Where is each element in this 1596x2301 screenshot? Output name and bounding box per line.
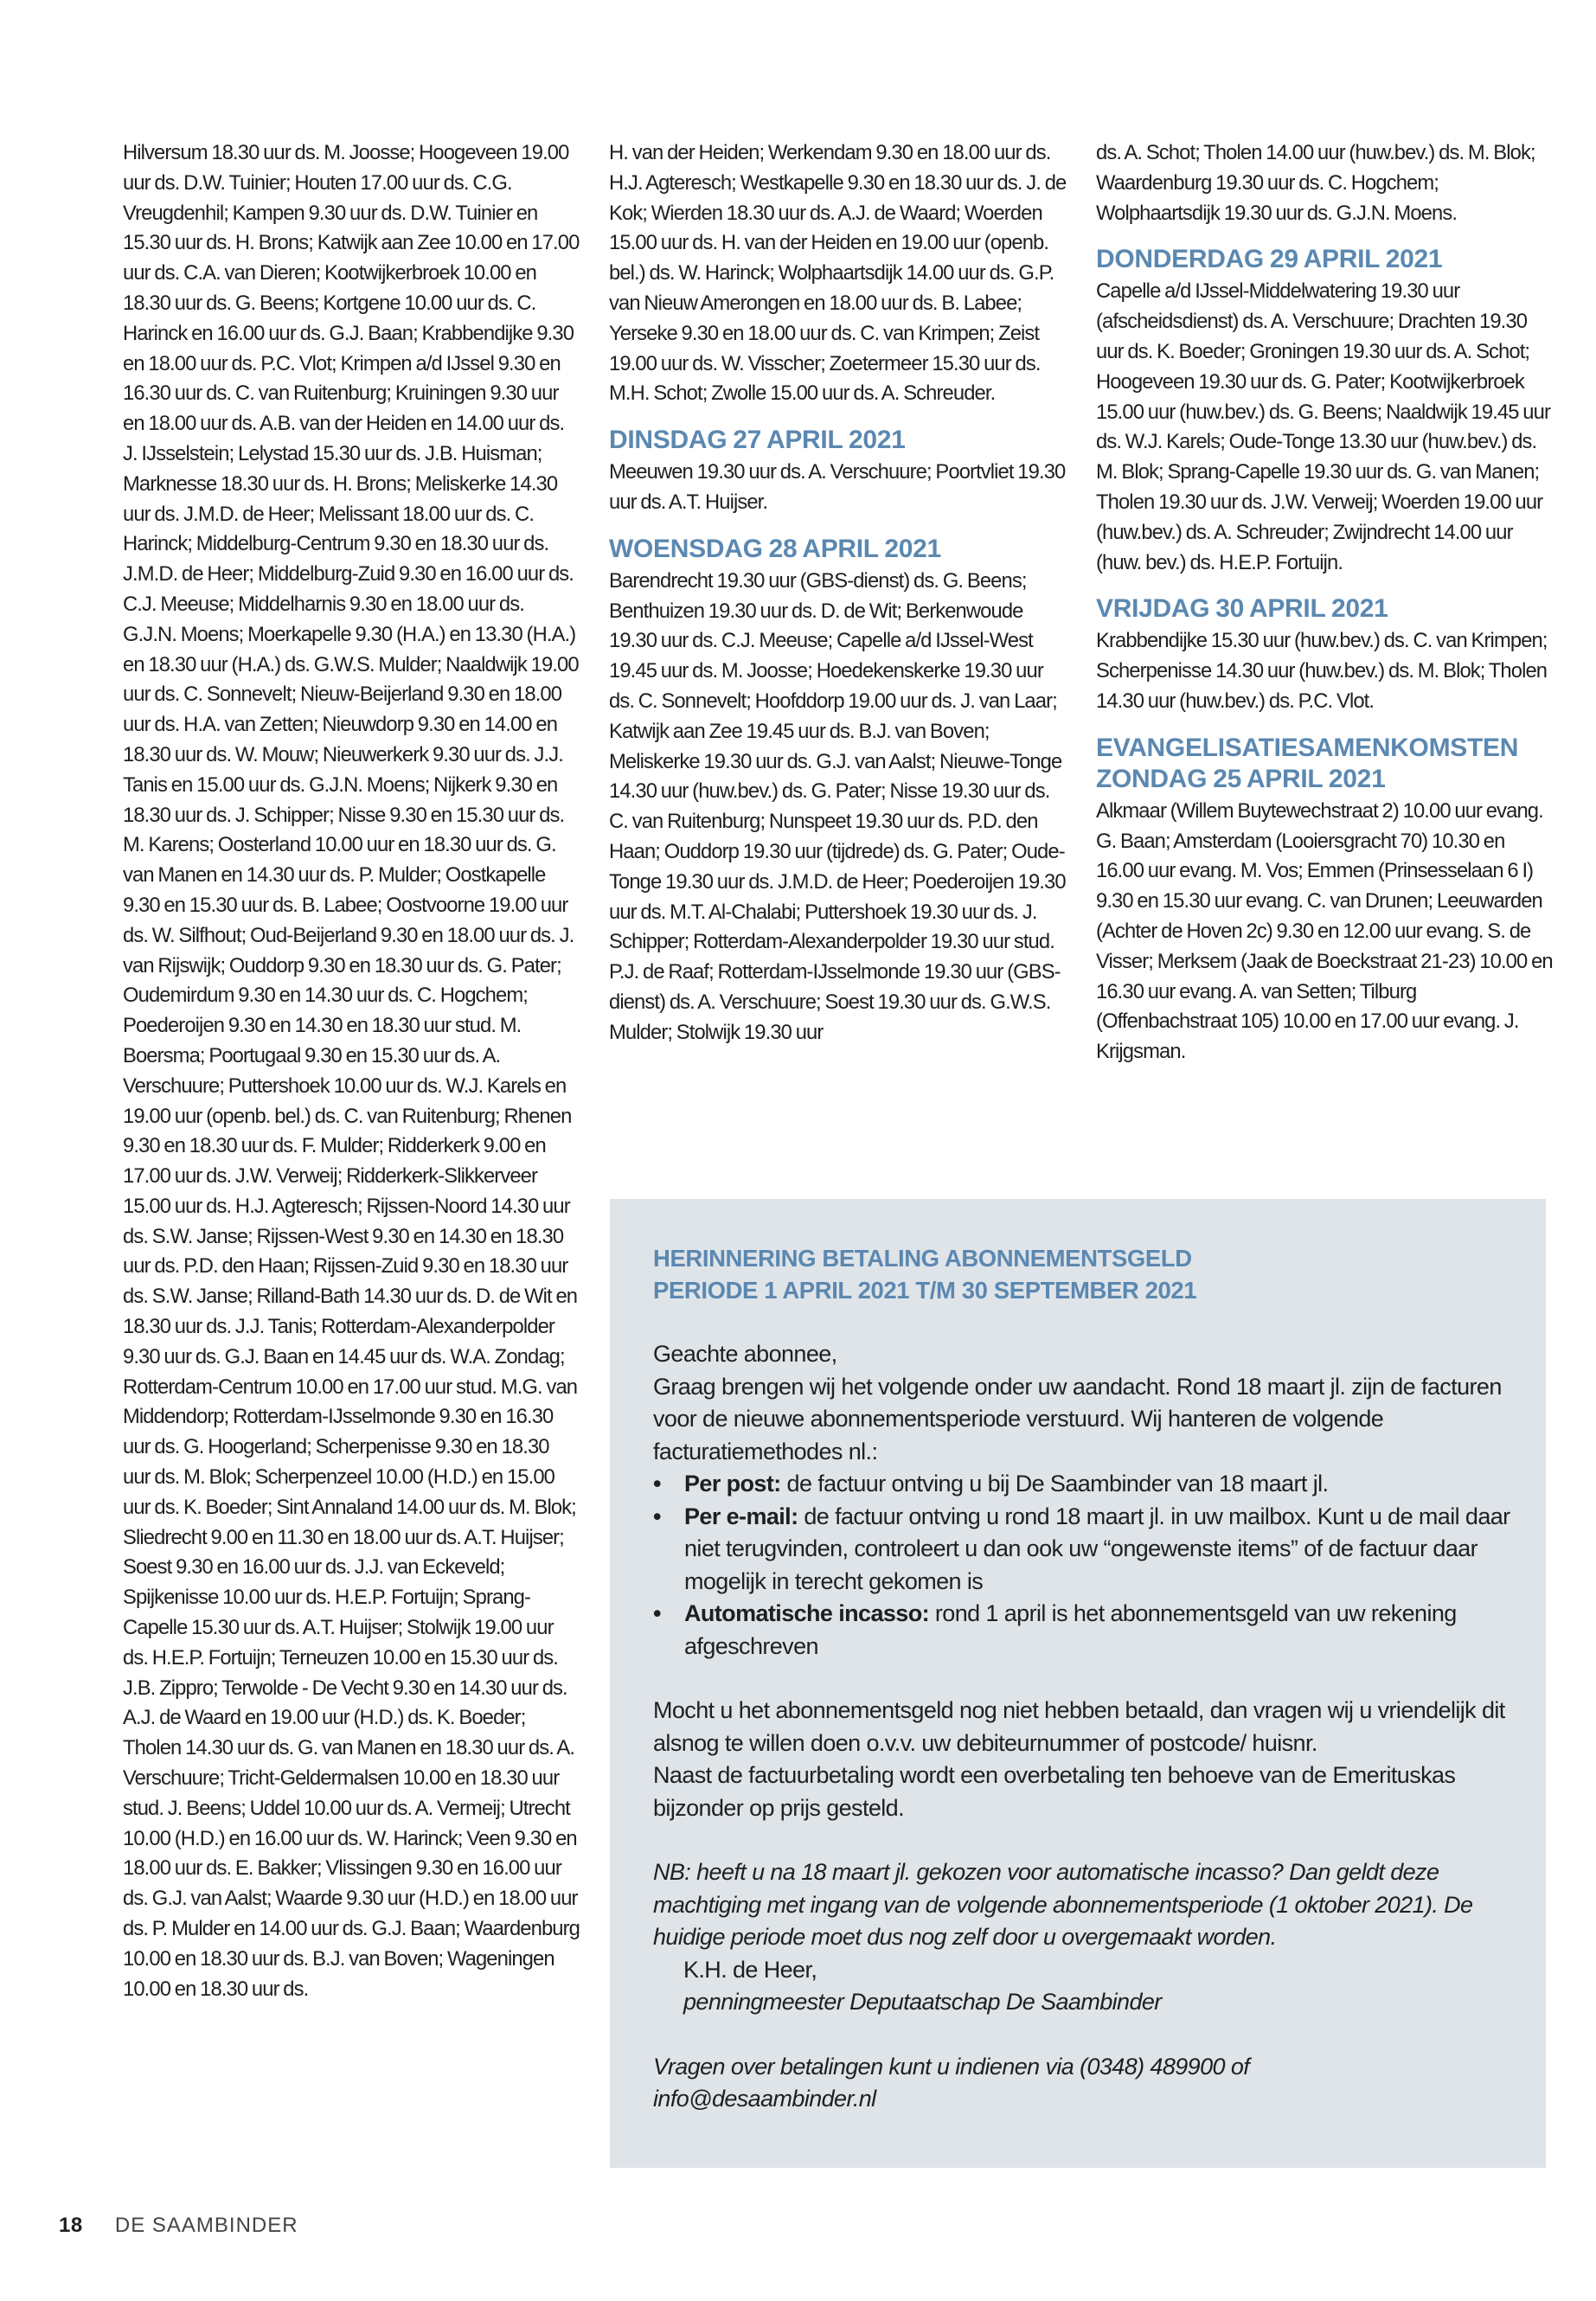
- notice-title-line2: PERIODE 1 APRIL 2021 T/M 30 SEPTEMBER 2021: [653, 1277, 1197, 1304]
- column-2: [609, 138, 1072, 1048]
- column-3-intro: ds. A. Schot; Tholen 14.00 uur (huw.bev.) ds. M. Blok; Waardenburg 19.30 uur ds. C. Hogchem; Wolphaartsdijk 19.30 uur ds. G.J.N. Moens.: [1096, 141, 1535, 225]
- column-1-text: Hilversum 18.30 uur ds. M. Joosse; Hoogeveen 19.00 uur ds. D.W. Tuinier; Houten 17.00 uur ds. C.G. Vreugdenhil; Kampen 9.30 uur ds. D.W. Tuinier en 15.30 uur ds. H. Brons; Katwijk aan Zee 10.00 en 17.00 uur ds. C.A. van Dieren; Kootwijkerbroek 10.00 en 18.30 uur ds. G. Beens; Kortgene 10.00 uur ds. C. Harinck en 16.00 uur ds. G.J. Baan; Krabbendijke 9.30 en 18.00 uur ds. P.C. Vlot; Krimpen a/d IJssel 9.30 en 16.30 uur ds. C. van Ruitenburg; Kruiningen 9.30 uur en 18.00 uur ds. A.B. van der Heiden en 14.00 uur ds. J. IJsselstein; Lelystad 15.30 uur ds. J.B. Huisman; Marknesse 18.30 uur ds. H. Brons; Meliskerke 14.30 uur ds. J.M.D. de Heer; Melissant 18.00 uur ds. C. Harinck; Middelburg-Centrum 9.30 en 18.30 uur ds. J.M.D. de Heer; Middelburg-Zuid 9.30 en 16.00 uur ds. C.J. Meeuse; Middelharnis 9.30 en 18.00 uur ds. G.J.N. Moens; Moerkapelle 9.30 (H.A.) en 13.30 (H.A.) en 18.30 uur (H.A.) ds. G.W.S. Mulder; Naaldwijk 19.00 uur ds. C. Sonnevelt; Nieuw-Beijerland 9.30 en 18.00 uur ds. H.A. van Zetten; Nieuwdorp 9.30 en 14.00 en 18.30 uur ds. W. Mouw; Nieuwerkerk 9.30 uur ds. J.J. Tanis en 15.00 uur ds. G.J.N. Moens; Nijkerk 9.30 en 18.30 uur ds. J. Schipper; Nisse 9.30 en 15.30 uur ds. M. Karens; Oosterland 10.00 uur en 18.30 uur ds. G. van Manen en 14.30 uur ds. P. Mulder; Oostkapelle 9.30 en 15.30 uur ds. B. Labee; Oostvoorne 19.00 uur ds. W. Silfhout; Oud-Beijerland 9.30 en 18.00 uur ds. J. van Rijswijk; Ouddorp 9.30 en 18.30 uur ds. G. Pater; Oudemirdum 9.30 en 14.30 uur ds. C. Hogchem; Poederoijen 9.30 en 14.30 en 18.30 uur stud. M. Boersma; Poortugaal 9.30 en 15.30 uur ds. A. Verschuure; Puttershoek 10.00 uur ds. W.J. Karels en 19.00 uur (openb. bel.) ds. C. van Ruitenburg; Rhenen 9.30 en 18.30 uur ds. F. Mulder; Ridderkerk 9.00 en 17.00 uur ds. J.W. Verweij; Ridderkerk-Slikkerveer 15.00 uur ds. H.J. Agteresch; Rijssen-Noord 14.30 uur ds. S.W. Janse; Rijssen-West 9.30 en 14.30 en 18.30 uur ds. P.D. den Haan; Rijssen-Zuid 9.30 en 18.30 uur ds. S.W. Janse; Rilland-Bath 14.30 uur ds. D. de Wit en 18.30 uur ds. J.J. Tanis; Rotterdam-Alexanderpolder 9.30 uur ds. G.J. Baan en 14.45 uur ds. W.A. Zondag; Rotterdam-Centrum 10.00 en 17.00 uur stud. M.G. van Middendorp; Rotterdam-IJsselmonde 9.30 en 16.30 uur ds. G. Hoogerland; Scherpenisse 9.30 en 18.30 uur ds. M. Blok; Scherpenzeel 10.00 (H.D.) en 15.00 uur ds. K. Boeder; Sint Annaland 14.00 uur ds. M. Blok; Sliedrecht 9.00 en 11.30 en 18.00 uur ds. A.T. Huijser; Soest 9.30 en 16.00 uur ds. J.J. van Eckeveld; Spijkenisse 10.00 uur ds. H.E.P. Fortuijn; Sprang-Capelle 15.30 uur ds. A.T. Huijser; Stolwijk 19.00 uur ds. H.E.P. Fortuijn; Terneuzen 10.00 en 15.30 uur ds. J.B. Zippro; Terwolde - De Vecht 9.30 en 14.30 uur ds. A.J. de Waard en 19.00 uur (H.D.) ds. K. Boeder; Tholen 14.30 uur ds. G. van Manen en 18.30 uur ds. A. Verschuure; Tricht-Geldermalsen 10.00 en 18.30 uur stud. J. Beens; Uddel 10.00 uur ds. A. Vermeij; Utrecht 10.00 (H.D.) en 16.00 uur ds. W. Harinck; Veen 9.30 en 18.00 uur ds. E. Bakker; Vlissingen 9.30 en 16.00 uur ds. G.J. van Aalst; Waarde 9.30 uur (H.D.) en 18.00 uur ds. P. Mulder en 14.00 uur ds. G.J. Baan; Waardenburg 10.00 en 18.30 uur ds. B.J. van Boven; Wageningen 10.00 en 18.30 uur ds.: [123, 141, 580, 2001]
- method-email-label: Per e-mail:: [684, 1503, 798, 1529]
- method-post-text: de factuur ontving u bij De Saambinder van 18 maart jl.: [780, 1471, 1329, 1497]
- column-1: [123, 138, 580, 2004]
- notice-title-line1: HERINNERING BETALING ABONNEMENTSGELD: [653, 1245, 1192, 1272]
- payment-reminder-box: [610, 1199, 1546, 2168]
- notice-nb: NB: heeft u na 18 maart jl. gekozen voor automatische incasso? Dan geldt deze machtiging met ingang van de volgende abonnementsperiode (1 oktober 2021). De huidige periode moet dus nog zelf door u overgemaakt worden.: [653, 1859, 1473, 1950]
- heading-dinsdag: DINSDAG 27 APRIL 2021: [609, 426, 906, 455]
- dinsdag-text: Meeuwen 19.30 uur ds. A. Verschuure; Poortvliet 19.30 uur ds. A.T. Huijser.: [609, 460, 1066, 514]
- vrijdag-text: Krabbendijke 15.30 uur (huw.bev.) ds. C. van Krimpen; Scherpenisse 14.30 uur (huw.bev.) ds. M. Blok; Tholen 14.30 uur (huw.bev.) ds. P.C. Vlot.: [1096, 629, 1548, 713]
- method-email-text: de factuur ontving u rond 18 maart jl. in uw mailbox. Kunt u de mail daar niet terugvinden, controleert u dan ook uw “ongewenste items” of de factuur daar mogelijk in terecht gekomen is: [684, 1503, 1510, 1594]
- heading-vrijdag: VRIJDAG 30 APRIL 2021: [1096, 594, 1388, 624]
- heading-evangelisatie: [1096, 733, 1556, 795]
- notice-intro: Graag brengen wij het volgende onder uw aandacht. Rond 18 maart jl. zijn de facturen voor de nieuwe abonnementsperiode verstuurd. Wij hanteren de volgende facturatiemethodes nl.:: [653, 1373, 1502, 1465]
- method-incasso-text: rond 1 april is het abonnementsgeld van uw rekening afgeschreven: [684, 1600, 1457, 1659]
- page-number: 18: [59, 2214, 83, 2237]
- woensdag-text: Barendrecht 19.30 uur (GBS-dienst) ds. G. Beens; Benthuizen 19.30 uur ds. D. de Wit; Berkenwoude 19.30 uur ds. C.J. Meeuse; Capelle a/d IJssel-West 19.45 uur ds. M. Joosse; Hoedekenskerke 19.30 uur ds. C. Sonnevelt; Hoofddorp 19.00 uur ds. J. van Laar; Katwijk aan Zee 19.45 uur ds. B.J. van Boven; Meliskerke 19.30 uur ds. G.J. van Aalst; Nieuwe-Tonge 14.30 uur (huw.bev.) ds. G. Pater; Nisse 19.30 uur ds. C. van Ruitenburg; Nunspeet 19.30 uur ds. P.D. den Haan; Ouddorp 19.30 uur (tijdrede) ds. G. Pater; Oude-Tonge 19.30 uur ds. J.M.D. de Heer; Poederoijen 19.30 uur ds. M.T. Al-Chalabi; Puttershoek 19.30 uur ds. J. Schipper; Rotterdam-Alexanderpolder 19.30 uur stud. P.J. de Raaf; Rotterdam-IJsselmonde 19.30 uur (GBS-dienst) ds. A. Verschuure; Soest 19.30 uur ds. G.W.S. Mulder; Stolwijk 19.30 uur: [609, 568, 1066, 1044]
- donderdag-text: Capelle a/d IJssel-Middelwatering 19.30 uur (afscheidsdienst) ds. A. Verschuure; Drachten 19.30 uur ds. K. Boeder; Groningen 19.30 uur ds. A. Schot; Hoogeveen 19.30 uur ds. G. Pater; Kootwijkerbroek 15.00 uur (huw.bev.) ds. G. Beens; Naaldwijk 19.45 uur ds. W.J. Karels; Oude-Tonge 13.30 uur (huw.bev.) ds. M. Blok; Sprang-Capelle 19.30 uur ds. G. van Manen; Tholen 19.30 uur ds. J.W. Verweij; Woerden 19.00 uur (huw.bev.) ds. A. Schreuder; Zwijndrecht 14.00 uur (huw. bev.) ds. H.E.P. Fortuijn.: [1096, 279, 1550, 574]
- column-3: [1096, 138, 1556, 1067]
- page-footer: [59, 2214, 298, 2238]
- method-post: • Per post: de factuur ontving u bij De Saambinder van 18 maart jl.: [653, 1471, 1329, 1497]
- heading-evangelisatie-line2: ZONDAG 25 APRIL 2021: [1096, 764, 1386, 793]
- method-email: • Per e-mail: de factuur ontving u rond 18 maart jl. in uw mailbox. Kunt u de mail daar niet terugvinden, controleert u dan ook uw “ongewenste items” of de factuur daar mogelijk in terecht gekomen is: [653, 1503, 1510, 1594]
- magazine-name: DE SAAMBINDER: [114, 2214, 298, 2237]
- heading-donderdag: DONDERDAG 29 APRIL 2021: [1096, 245, 1443, 274]
- notice-contact: Vragen over betalingen kunt u indienen via (0348) 489900 of info@desaambinder.nl: [653, 2053, 1250, 2112]
- signature-name: K.H. de Heer,: [683, 1956, 817, 1983]
- column-2-intro: H. van der Heiden; Werkendam 9.30 en 18.00 uur ds. H.J. Agteresch; Westkapelle 9.30 en 18.30 uur ds. J. de Kok; Wierden 18.30 uur ds. A.J. de Waard; Woerden 15.00 uur ds. H. van der Heiden en 19.00 uur (openb. bel.) ds. W. Harinck; Wolphaartsdijk 14.00 uur ds. G.P. van Nieuw Amerongen en 18.00 uur ds. B. Labee; Yerseke 9.30 en 18.00 uur ds. C. van Krimpen; Zeist 19.00 uur ds. W. Visscher; Zoetermeer 15.30 uur ds. M.H. Schot; Zwolle 15.00 uur ds. A. Schreuder.: [609, 141, 1067, 406]
- method-incasso-label: Automatische incasso:: [684, 1600, 929, 1626]
- heading-woensdag: WOENSDAG 28 APRIL 2021: [609, 534, 941, 563]
- heading-evangelisatie-line1: EVANGELISATIESAMENKOMSTEN: [1096, 733, 1519, 762]
- notice-paragraph-3: Naast de factuurbetaling wordt een overbetaling ten behoeve van de Emerituskas bijzonder op prijs gesteld.: [653, 1762, 1456, 1821]
- notice-greeting: Geachte abonnee,: [653, 1341, 837, 1367]
- notice-paragraph-2: Mocht u het abonnementsgeld nog niet hebben betaald, dan vragen wij u vriendelijk dit alsnog te willen doen o.v.v. uw debiteurnummer of postcode/ huisnr.: [653, 1697, 1505, 1756]
- signature-role: penningmeester Deputaatschap De Saambinder: [683, 1989, 1162, 2015]
- facturation-methods-list: [653, 1468, 1518, 1663]
- evangelisatie-text: Alkmaar (Willem Buytewechstraat 2) 10.00 uur evang. G. Baan; Amsterdam (Looiersgracht 70) 10.30 en 16.00 uur evang. M. Vos; Emmen (Prinsesselaan 6 I) 9.30 en 15.30 uur evang. C. van Drunen; Leeuwarden (Achter de Hoven 2c) 9.30 en 12.00 uur evang. S. de Visser; Merksem (Jaak de Boeckstraat 21-23) 10.00 en 16.30 uur evang. A. van Setten; Tilburg (Offenbachstraat 105) 10.00 en 17.00 uur evang. J. Krijgsman.: [1096, 798, 1553, 1064]
- method-post-label: Per post:: [684, 1471, 781, 1497]
- method-incasso: • Automatische incasso: rond 1 april is het abonnementsgeld van uw rekening afgeschreven: [653, 1600, 1457, 1659]
